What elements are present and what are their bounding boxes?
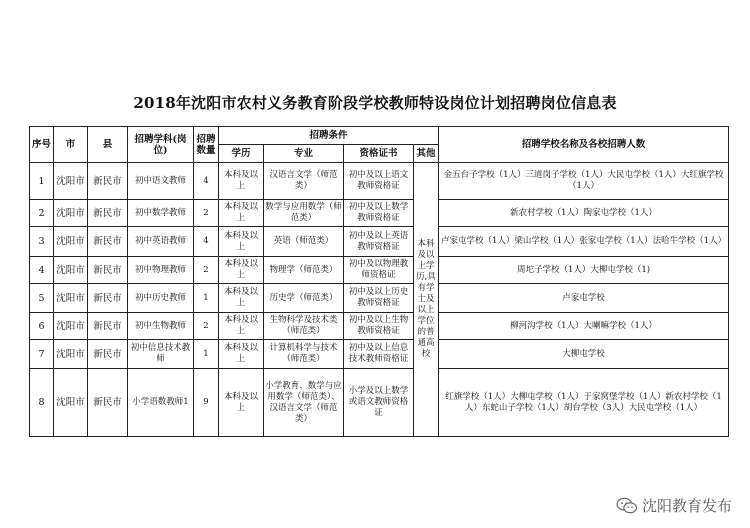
cell-subject: 初中英语教师 [128,227,194,257]
cell-education: 本科及以上 [219,227,264,257]
cell-seq: 5 [30,284,54,313]
cell-seq: 2 [30,200,54,227]
cell-count: 4 [194,227,219,257]
table-row [30,284,729,313]
cell-education: 本科及以上 [219,369,264,437]
cell-subject: 初中信息技术教师 [128,340,194,369]
table-row [30,200,729,227]
cell-major: 小学教育、数学与应用数学（师范类）、汉语言文学（师范类） [264,369,344,437]
cell-count: 2 [194,313,219,340]
cell-education: 本科及以上 [219,313,264,340]
cell-schools: 卢家屯学校 [439,284,729,313]
cell-city: 沈阳市 [54,340,88,369]
header-other: 其他 [414,145,439,163]
cell-county: 新民市 [88,313,128,340]
cell-count: 4 [194,163,219,200]
header-certificate: 资格证书 [344,145,414,163]
cell-certificate: 初中及以上英语教师资格证 [344,227,414,257]
header-education: 学历 [219,145,264,163]
cell-schools: 大柳屯学校 [439,340,729,369]
cell-city: 沈阳市 [54,313,88,340]
cell-schools: 金五台子学校（1人）三道岗子学校（1人）大民屯学校（1人）大红旗学校（1人） [439,163,729,200]
cell-seq: 8 [30,369,54,437]
header-conditions: 招聘条件 [219,127,439,145]
cell-city: 沈阳市 [54,227,88,257]
cell-count: 2 [194,257,219,284]
cell-certificate: 初中及以上信息技术教师资格证 [344,340,414,369]
cell-other: 本科及以上学历,具有学士及以上学位的普通高校 [414,163,439,437]
cell-major: 物理学（师范类） [264,257,344,284]
cell-county: 新民市 [88,257,128,284]
cell-count: 2 [194,200,219,227]
table-row [30,227,729,257]
cell-education: 本科及以上 [219,200,264,227]
cell-major: 英语（师范类） [264,227,344,257]
cell-subject: 初中历史教师 [128,284,194,313]
cell-city: 沈阳市 [54,369,88,437]
cell-subject: 初中生物教师 [128,313,194,340]
cell-county: 新民市 [88,340,128,369]
cell-city: 沈阳市 [54,163,88,200]
cell-schools: 柳河沟学校（1人）大喇嘛学校（1人） [439,313,729,340]
page-title: 2018年沈阳市农村义务教育阶段学校教师特设岗位计划招聘岗位信息表 [133,94,617,112]
cell-seq: 4 [30,257,54,284]
cell-county: 新民市 [88,200,128,227]
cell-major: 历史学（师范类） [264,284,344,313]
header-count: 招聘数量 [194,127,219,163]
cell-schools: 卢家屯学校（1人）梁山学校（1人）张家屯学校（1人）法哈牛学校（1人） [439,227,729,257]
cell-city: 沈阳市 [54,284,88,313]
header-schools: 招聘学校名称及各校招聘人数 [439,127,729,163]
cell-schools: 红旗学校（1人）大柳屯学校（1人）于家窝堡学校（1人）新农村学校（1人）东蛇山子学校（1人）胡台学校（3人）大民屯学校（1人） [439,369,729,437]
cell-education: 本科及以上 [219,340,264,369]
table-row [30,257,729,284]
cell-schools: 周坨子学校（1人）大柳屯学校（1) [439,257,729,284]
cell-seq: 6 [30,313,54,340]
header-county: 县 [88,127,128,163]
cell-seq: 3 [30,227,54,257]
cell-major: 计算机科学与技术（师范类） [264,340,344,369]
watermark-text: 沈阳教育发布 [641,497,732,515]
cell-certificate: 初中及以上生物教师资格证 [344,313,414,340]
cell-count: 1 [194,284,219,313]
cell-certificate: 初中及以上历史教师资格证 [344,284,414,313]
cell-county: 新民市 [88,369,128,437]
header-seq: 序号 [30,127,54,163]
header-row-1 [30,127,729,145]
recruitment-table [29,126,729,437]
header-city: 市 [54,127,88,163]
cell-certificate: 小学及以上数学或语文教师资格证 [344,369,414,437]
cell-certificate: 初中及以上语文教师资格证 [344,163,414,200]
header-major: 专业 [264,145,344,163]
cell-city: 沈阳市 [54,200,88,227]
table-row [30,369,729,437]
cell-count: 1 [194,340,219,369]
table-row [30,163,729,200]
cell-subject: 初中数学教师 [128,200,194,227]
table-row [30,340,729,369]
cell-major: 生物科学及技术类（师范类） [264,313,344,340]
cell-certificate: 初中及以上数学教师资格证 [344,200,414,227]
cell-county: 新民市 [88,284,128,313]
header-subject: 招聘学科(岗位) [128,127,194,163]
cell-schools: 新农村学校（1人）陶家屯学校（1人） [439,200,729,227]
cell-count: 9 [194,369,219,437]
cell-education: 本科及以上 [219,284,264,313]
cell-county: 新民市 [88,227,128,257]
cell-education: 本科及以上 [219,163,264,200]
cell-county: 新民市 [88,163,128,200]
cell-seq: 1 [30,163,54,200]
table-row [30,313,729,340]
cell-certificate: 初中及以物理教师资格证 [344,257,414,284]
cell-subject: 初中语文教师 [128,163,194,200]
wechat-icon [616,497,638,515]
cell-major: 数学与应用数学（师范类） [264,200,344,227]
cell-city: 沈阳市 [54,257,88,284]
cell-major: 汉语言文学（师范类） [264,163,344,200]
cell-seq: 7 [30,340,54,369]
cell-subject: 初中物理教师 [128,257,194,284]
watermark [612,493,736,518]
cell-education: 本科及以上 [219,257,264,284]
cell-subject: 小学语数教师1 [128,369,194,437]
